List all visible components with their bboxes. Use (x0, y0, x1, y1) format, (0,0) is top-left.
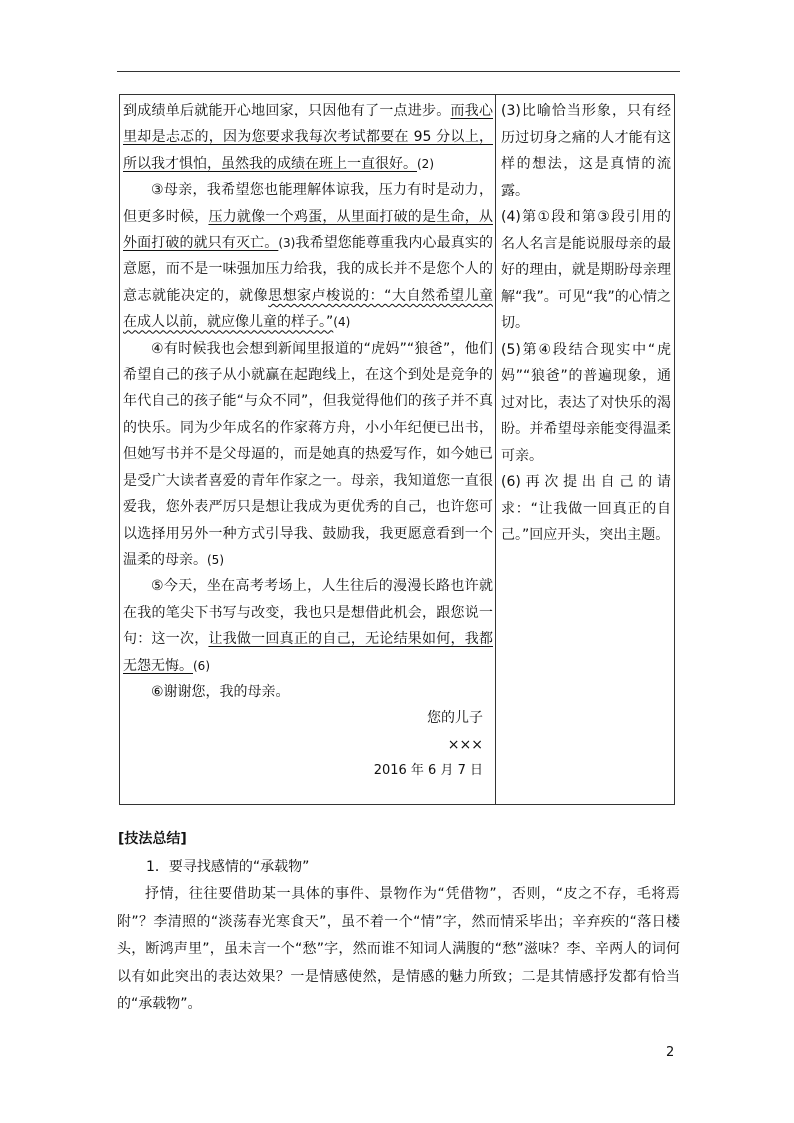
essay-annotation-table (119, 94, 675, 805)
essay-column (123, 98, 493, 785)
wavy-underlined-quote: 思想家卢梭说的：“大自然希望儿童在成人以前，就应像儿童的样子。” (123, 287, 493, 331)
essay-text: ④有时候我也会想到新闻里报道的“虎妈”“狼爸”，他们希望自己的孩子从小就赢在起跑线上，在这个到处是竞争的年代自己的孩子能“与众不同”，但我觉得他们的孩子并不真的快乐。同为少年成名的作家蒋方舟，小小年纪便已出书，但她写书并不是父母逼的，而是她真的热爱写作，如今她已是受广大读者喜爱的青年作家之一。母亲，我知道您一直很爱我，您外表严厉只是想让我成为更优秀的自己，也许您可以选择用另外一种方式引导我、鼓励我，我更愿意看到一个温柔的母亲。 (123, 340, 493, 568)
signature-name: 您的儿子 (427, 710, 483, 727)
essay-paragraph-5 (123, 573, 493, 679)
essay-text: 到成绩单后就能开心地回家，只因他有了一点进步。 (123, 103, 451, 119)
underlined-sentence: 让我做一回真正的自己，无论结果如何，我都无怨无悔。 (123, 631, 494, 674)
header-rule (117, 71, 680, 72)
essay-paragraph-3 (123, 177, 493, 335)
section-label: [技法总结] (118, 831, 187, 847)
annotation-marker: (6) (193, 658, 210, 673)
essay-text: ⑤今天，坐在高考考场上，人生往后的漫漫长路也许就在我的笔尖下书写与改变，我也只是想借此机会，跟您说一句：这一次， (123, 578, 493, 648)
essay-text: 我希望您能尊重我内心最真实的意愿，而不是一味强加压力给我，我的成长并不是您个人的意志就能决定的，就像 (123, 235, 494, 304)
signature-mark: ××× (447, 736, 483, 753)
annotation-column (501, 98, 671, 549)
annotation-3: (3)比喻恰当形象，只有经历过切身之痛的人才能有这样的想法，这是真情的流露。 (501, 103, 671, 199)
annotation-marker: (3) (278, 236, 296, 251)
essay-paragraph-2 (123, 98, 493, 177)
annotation-marker: (2) (417, 156, 434, 171)
annotation-5: (5)第④段结合现实中“虎妈”“狼爸”的普遍现象，通过对比，表达了对快乐的渴盼。并希望母亲能变得温柔可亲。 (501, 341, 671, 464)
essay-text: ③母亲，我希望您也能理解体谅我，压力有时是动力，但更多时候， (123, 182, 493, 225)
point-title: 1．要寻找感情的“承载物” (146, 859, 310, 875)
column-divider (495, 95, 496, 804)
body-text (117, 881, 680, 1019)
page-number: 2 (666, 1045, 675, 1060)
essay-paragraph-4 (123, 336, 493, 574)
body-paragraph: 抒情，往往要借助某一具体的事件、景物作为“凭借物”，否则，“皮之不存，毛将焉附”？李清照的“淡荡春光寒食天”，虽不着一个“情”字，然而情采毕出；辛弃疾的“落日楼头，断鸿声里”，虽未言一个“愁”字，然而谁不知词人满腹的“愁”滋味？李、辛两人的词何以有如此突出的表达效果？一是情感使然，是情感的魅力所致；二是其情感抒发都有恰当的“承载物”。 (117, 886, 680, 1012)
annotation-4: (4)第①段和第③段引用的名人名言是能说服母亲的最好的理由，就是期盼母亲理解“我”。可见“我”的心情之切。 (501, 209, 671, 331)
annotation-6: (6)再次提出自己的请求：“让我做一回真正的自己。”回应开头，突出主题。 (501, 474, 671, 543)
underlined-sentence: 而我心里却是忐忑的，因为您要求我每次考试都要在 95 分以上，所以我才惧怕，虽然我的成绩在班上一直很好。 (123, 103, 494, 172)
underlined-sentence: 压力就像一个鸡蛋，从里面打破的是生命，从外面打破的就只有灭亡。 (123, 208, 494, 252)
annotation-marker: (4) (333, 315, 351, 330)
essay-paragraph-6: ⑥谢谢您，我的母亲。 (151, 683, 290, 700)
annotation-marker: (5) (207, 552, 224, 567)
signature-date: 2016 年 6 月 7 日 (373, 763, 483, 779)
